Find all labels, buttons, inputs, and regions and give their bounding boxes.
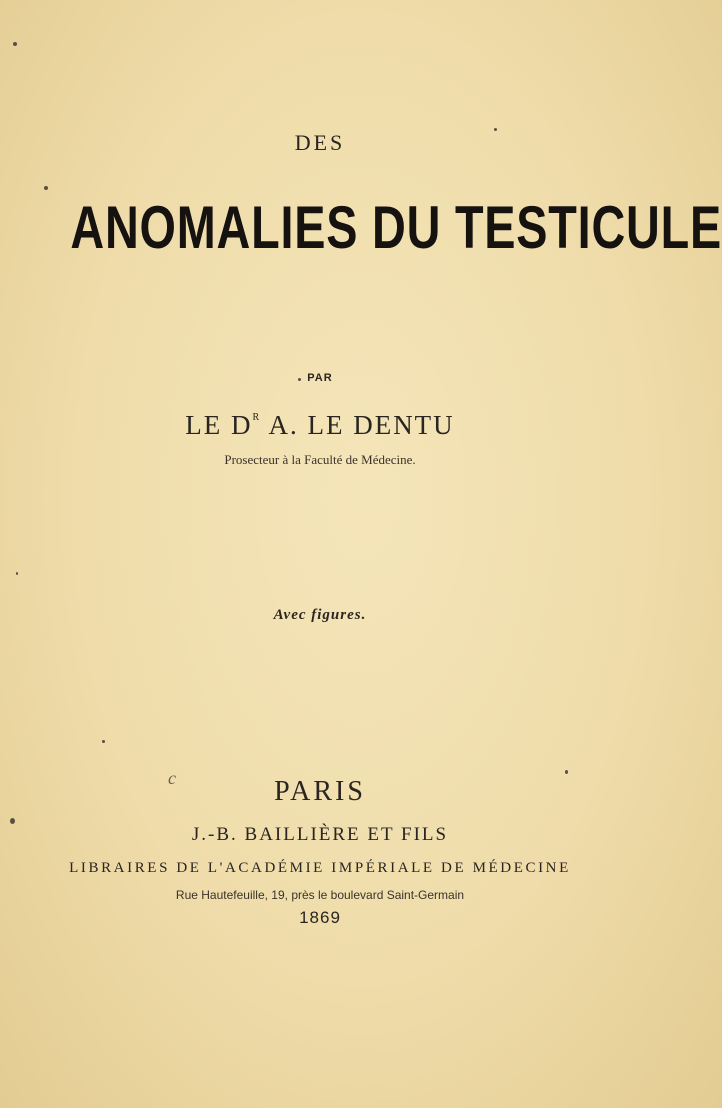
author-prefix-sup: R: [252, 412, 262, 423]
book-title: ANOMALIES DU TESTICULE: [70, 194, 722, 261]
author-name: A. LE DENTU: [261, 410, 455, 440]
city: PARIS: [274, 776, 366, 807]
author: [0, 410, 640, 441]
publisher-address: Rue Hautefeuille, 19, près le boulevard Saint-Germain: [175, 888, 465, 902]
paper-speck: [102, 740, 105, 743]
paper-speck: [494, 128, 497, 131]
publisher: J.-B. BAILLIÈRE ET FILS: [191, 824, 449, 845]
author-prefix: LE D: [185, 410, 253, 440]
paper-speck: [565, 770, 568, 774]
paper-speck: [298, 378, 301, 381]
publisher-title: LIBRAIRES DE L'ACADÉMIE IMPÉRIALE DE MÉDECINE: [69, 860, 571, 876]
by-label: PAR: [307, 372, 333, 384]
author-role: Prosecteur à la Faculté de Médecine.: [224, 452, 416, 467]
paper-speck: [16, 572, 18, 575]
title-prefix: DES: [294, 130, 346, 155]
paper-speck: [13, 42, 17, 46]
figures-note: Avec figures.: [273, 607, 367, 623]
publication-year: 1869: [299, 908, 341, 927]
paper-speck: [44, 186, 48, 190]
handwritten-mark: c: [168, 768, 176, 788]
paper-speck: [10, 818, 15, 824]
